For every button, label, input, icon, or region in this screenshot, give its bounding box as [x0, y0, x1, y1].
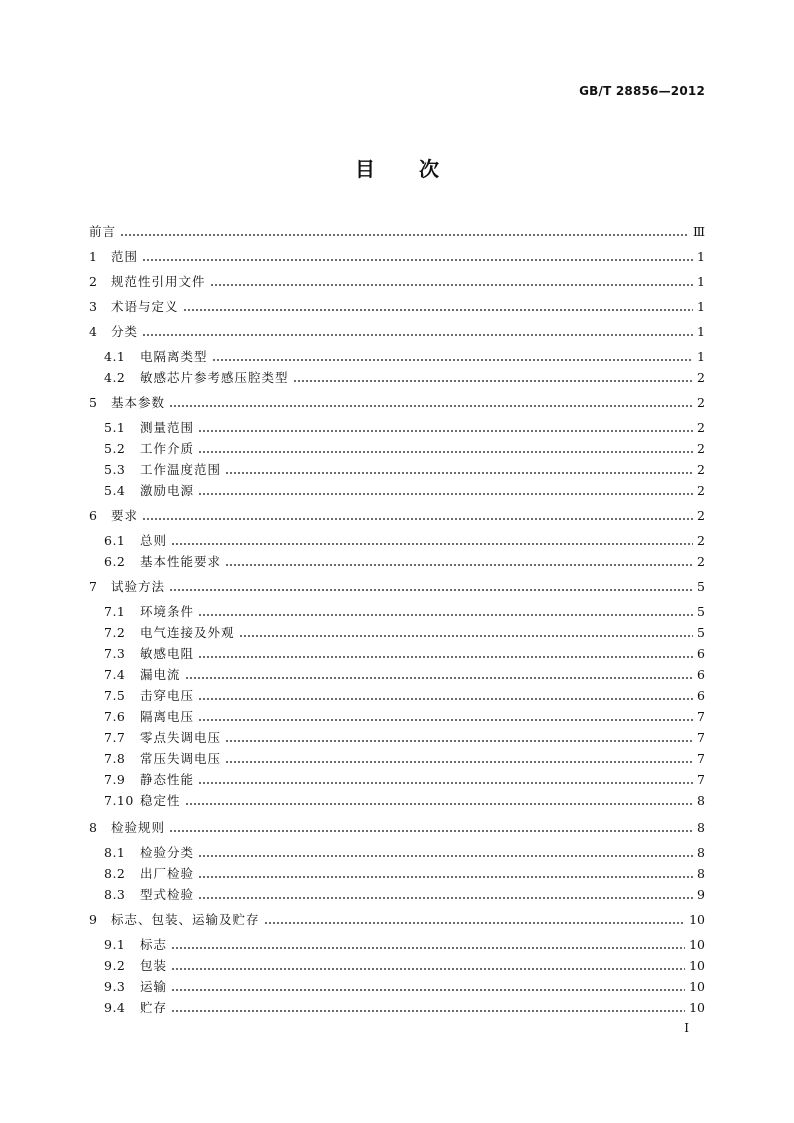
- toc-entry-number: 5.1: [104, 420, 126, 435]
- dot-leader: [185, 665, 693, 685]
- toc-entry-page: 2: [697, 554, 705, 569]
- toc-entry-number: 9.2: [104, 958, 126, 973]
- dot-leader: [169, 818, 693, 838]
- toc-entry-label: 总则: [140, 533, 168, 548]
- toc-entry-label: 出厂检验: [140, 866, 195, 881]
- dot-leader: [210, 272, 693, 292]
- toc-entry[interactable]: [89, 843, 705, 863]
- dot-leader: [198, 843, 693, 863]
- toc-entry-page: 10: [689, 937, 705, 952]
- dot-leader: [225, 552, 693, 572]
- toc-entry-page: 2: [697, 462, 705, 477]
- toc-entry-page: 10: [689, 1000, 705, 1015]
- page-number: I: [684, 1021, 689, 1035]
- dot-leader: [198, 707, 693, 727]
- toc-entry[interactable]: [89, 770, 705, 790]
- toc-entry[interactable]: [89, 728, 705, 748]
- toc-entry[interactable]: [89, 818, 705, 838]
- toc-entry-label: 工作介质: [140, 441, 195, 456]
- toc-entry[interactable]: [89, 347, 705, 367]
- toc-entry-number: 8.2: [104, 866, 126, 881]
- toc-entry-page: 5: [697, 579, 705, 594]
- toc-entry-page: 8: [697, 866, 705, 881]
- toc-entry-page: 7: [697, 751, 705, 766]
- toc-entry-number: 4.1: [104, 349, 126, 364]
- toc-entry-label: 击穿电压: [140, 688, 195, 703]
- toc-entry-label: 工作温度范围: [140, 462, 222, 477]
- toc-entry-number: 5.2: [104, 441, 126, 456]
- page-title: 目次: [355, 157, 483, 181]
- toc-entry-page: 2: [697, 508, 705, 523]
- toc-entry-label: 包装: [140, 958, 168, 973]
- toc-entry[interactable]: [89, 864, 705, 884]
- toc-entry[interactable]: [89, 393, 705, 413]
- toc-entry-number: 7.1: [104, 604, 126, 619]
- toc-entry-page: 2: [697, 420, 705, 435]
- toc-entry[interactable]: [89, 506, 705, 526]
- dot-leader: [171, 977, 685, 997]
- toc-entry-page: 10: [689, 912, 705, 927]
- toc-entry-page: 1: [697, 274, 705, 289]
- toc-entry-label: 标志: [140, 937, 168, 952]
- dot-leader: [198, 864, 693, 884]
- toc-entry-label: 标志、包装、运输及贮存: [111, 912, 260, 927]
- toc-entry-number: 7.5: [104, 688, 126, 703]
- dot-leader: [198, 602, 693, 622]
- dot-leader: [225, 728, 693, 748]
- toc-entry[interactable]: [89, 222, 705, 242]
- toc-entry-number: 9.3: [104, 979, 126, 994]
- toc-entry-page: 6: [697, 667, 705, 682]
- toc-entry-label: 电隔离类型: [140, 349, 208, 364]
- dot-leader: [171, 531, 693, 551]
- toc-entry-label: 范围: [111, 249, 139, 264]
- dot-leader: [225, 460, 693, 480]
- toc-entry-number: 8: [89, 820, 98, 835]
- toc-entry[interactable]: [89, 935, 705, 955]
- toc-entry-number: 7.9: [104, 772, 126, 787]
- toc-entry-page: 7: [697, 772, 705, 787]
- toc-entry-number: 6: [89, 508, 98, 523]
- toc-entry-page: 8: [697, 793, 705, 808]
- dot-leader: [198, 686, 693, 706]
- dot-leader: [185, 791, 693, 811]
- toc-entry-number: 6.2: [104, 554, 126, 569]
- toc-entry-number: 4: [89, 324, 98, 339]
- toc-entry-label: 型式检验: [140, 887, 195, 902]
- dot-leader: [171, 956, 685, 976]
- toc-entry-number: 3: [89, 299, 98, 314]
- toc-entry-page: 10: [689, 979, 705, 994]
- toc-entry-number: 9: [89, 912, 98, 927]
- toc-entry[interactable]: [89, 247, 705, 267]
- toc-entry-label: 隔离电压: [140, 709, 195, 724]
- toc-entry-page: 8: [697, 820, 705, 835]
- toc-entry-label: 检验规则: [111, 820, 166, 835]
- toc-entry[interactable]: [89, 623, 705, 643]
- toc-entry-number: 5.3: [104, 462, 126, 477]
- dot-leader: [169, 393, 693, 413]
- toc-entry-page: 8: [697, 845, 705, 860]
- toc-entry-label: 零点失调电压: [140, 730, 222, 745]
- toc-entry-page: 1: [697, 324, 705, 339]
- toc-entry-page: 9: [697, 887, 705, 902]
- dot-leader: [225, 749, 693, 769]
- toc-entry-label: 基本性能要求: [140, 554, 222, 569]
- toc-entry-number: 7: [89, 579, 98, 594]
- toc-entry-number: 7.4: [104, 667, 126, 682]
- dot-leader: [171, 998, 685, 1018]
- toc-entry-label: 常压失调电压: [140, 751, 222, 766]
- toc-entry[interactable]: [89, 368, 705, 388]
- toc-entry[interactable]: [89, 439, 705, 459]
- dot-leader: [198, 439, 693, 459]
- toc-entry-label: 电气连接及外观: [140, 625, 235, 640]
- toc-entry-number: 6.1: [104, 533, 126, 548]
- toc-entry-number: 7.6: [104, 709, 126, 724]
- dot-leader: [198, 885, 693, 905]
- toc-entry[interactable]: [89, 998, 705, 1018]
- toc-entry-page: 5: [697, 604, 705, 619]
- dot-leader: [142, 322, 693, 342]
- toc-entry[interactable]: [89, 686, 705, 706]
- toc-entry-label: 分类: [111, 324, 139, 339]
- dot-leader: [142, 247, 693, 267]
- toc-entry-label: 敏感芯片参考感压腔类型: [140, 370, 289, 385]
- toc-entry-number: 7.7: [104, 730, 126, 745]
- toc-entry[interactable]: [89, 481, 705, 501]
- toc-entry[interactable]: [89, 552, 705, 572]
- toc-entry-label: 激励电源: [140, 483, 195, 498]
- toc-entry-label: 稳定性: [140, 793, 181, 808]
- toc-entry-number: 7.2: [104, 625, 126, 640]
- toc-entry[interactable]: [89, 665, 705, 685]
- toc-entry-number: 4.2: [104, 370, 126, 385]
- toc-entry-label: 试验方法: [111, 579, 166, 594]
- standard-number: GB/T 28856—2012: [579, 84, 705, 98]
- toc-entry[interactable]: [89, 885, 705, 905]
- toc-entry-number: 8.3: [104, 887, 126, 902]
- toc-entry[interactable]: [89, 531, 705, 551]
- toc-entry-page: 2: [697, 441, 705, 456]
- toc-entry-label: 术语与定义: [111, 299, 179, 314]
- toc-entry[interactable]: [89, 910, 705, 930]
- dot-leader: [120, 222, 689, 242]
- dot-leader: [171, 935, 685, 955]
- toc-entry-page: 5: [697, 625, 705, 640]
- toc-entry[interactable]: [89, 977, 705, 997]
- toc-entry-label: 漏电流: [140, 667, 181, 682]
- toc-entry[interactable]: [89, 418, 705, 438]
- toc-entry[interactable]: [89, 322, 705, 342]
- toc-entry-label: 规范性引用文件: [111, 274, 206, 289]
- toc-entry-page: 7: [697, 730, 705, 745]
- toc-entry-label: 基本参数: [111, 395, 166, 410]
- toc-entry-page: 2: [697, 370, 705, 385]
- toc-entry-page: 2: [697, 533, 705, 548]
- dot-leader: [264, 910, 686, 930]
- toc-entry-page: 1: [697, 299, 705, 314]
- toc-entry-number: 2: [89, 274, 98, 289]
- toc-entry-number: 7.8: [104, 751, 126, 766]
- dot-leader: [198, 644, 693, 664]
- dot-leader: [293, 368, 693, 388]
- toc-entry-label: 运输: [140, 979, 168, 994]
- toc-entry-number: 5.4: [104, 483, 126, 498]
- toc-entry-label: 环境条件: [140, 604, 195, 619]
- toc-entry[interactable]: [89, 644, 705, 664]
- toc-entry[interactable]: [89, 602, 705, 622]
- toc-entry-page: 1: [697, 249, 705, 264]
- toc-entry-number: 8.1: [104, 845, 126, 860]
- toc-entry-label: 检验分类: [140, 845, 195, 860]
- toc-entry-label: 测量范围: [140, 420, 195, 435]
- toc-entry[interactable]: [89, 272, 705, 292]
- toc-entry[interactable]: [89, 707, 705, 727]
- dot-leader: [198, 770, 693, 790]
- toc-entry-page: 10: [689, 958, 705, 973]
- dot-leader: [183, 297, 693, 317]
- toc-entry-number: 7.3: [104, 646, 126, 661]
- toc-entry-page: 2: [697, 395, 705, 410]
- dot-leader: [142, 506, 693, 526]
- toc-entry-page: 7: [697, 709, 705, 724]
- toc-entry-label: 要求: [111, 508, 139, 523]
- toc-entry[interactable]: [89, 749, 705, 769]
- toc-entry-page: 6: [697, 646, 705, 661]
- dot-leader: [198, 481, 693, 501]
- toc-entry-number: 1: [89, 249, 98, 264]
- toc-entry-page: Ⅲ: [692, 224, 705, 239]
- toc-entry-number: 5: [89, 395, 98, 410]
- toc-entry[interactable]: [89, 297, 705, 317]
- toc-entry-page: 1: [697, 349, 705, 364]
- toc-entry-number: 9.1: [104, 937, 126, 952]
- toc-entry-page: 2: [697, 483, 705, 498]
- toc-entry-page: 6: [697, 688, 705, 703]
- dot-leader: [198, 418, 693, 438]
- toc-entry-number: 9.4: [104, 1000, 126, 1015]
- toc-entry[interactable]: [89, 956, 705, 976]
- toc-entry-label: 敏感电阻: [140, 646, 195, 661]
- dot-leader: [239, 623, 693, 643]
- dot-leader: [169, 577, 693, 597]
- toc-entry[interactable]: [89, 577, 705, 597]
- toc-entry[interactable]: [89, 460, 705, 480]
- toc-entry-label: 贮存: [140, 1000, 168, 1015]
- toc-entry-number: 7.10: [104, 793, 134, 808]
- toc-entry-label: 前言: [89, 224, 117, 239]
- toc-entry-label: 静态性能: [140, 772, 195, 787]
- dot-leader: [212, 347, 693, 367]
- toc-entry[interactable]: [89, 791, 705, 811]
